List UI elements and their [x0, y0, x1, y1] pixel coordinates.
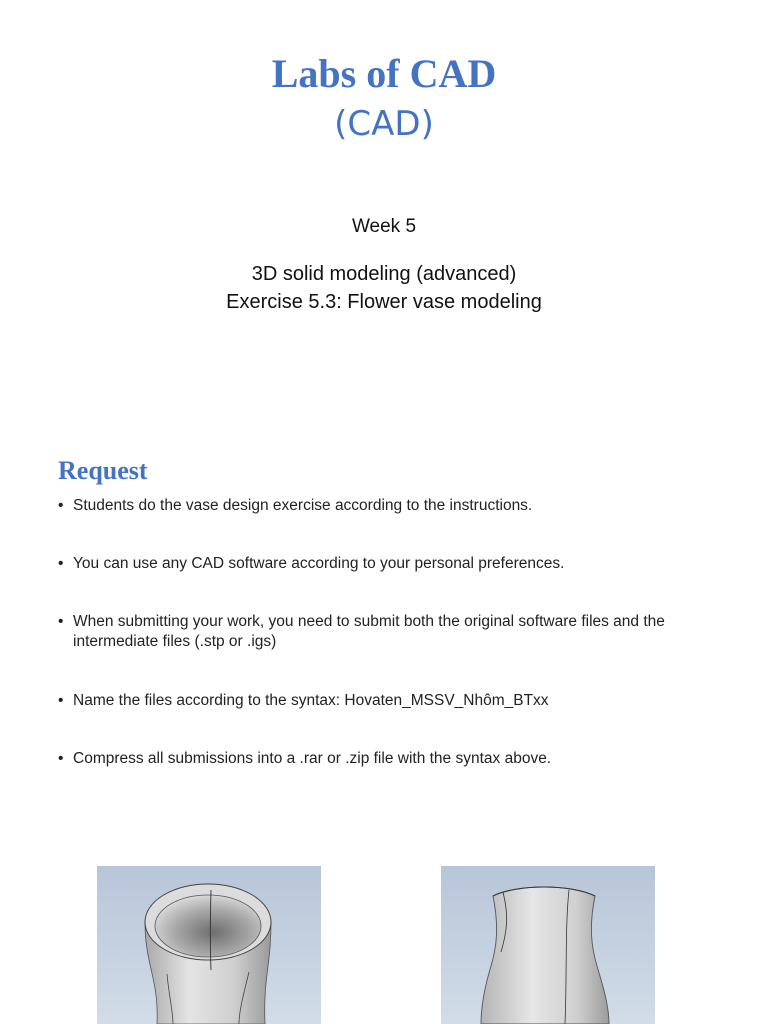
list-item-text: Students do the vase design exercise according to the instructions. — [73, 497, 533, 514]
list-item — [58, 749, 738, 769]
vase-model-image-side — [441, 866, 655, 1024]
topic-label: 3D solid modeling (advanced) — [251, 263, 517, 285]
bullet-icon: • — [58, 692, 64, 709]
list-item-text: Compress all submissions into a .rar or .zip file with the syntax above. — [73, 750, 552, 767]
request-heading: Request — [58, 456, 148, 485]
list-item — [58, 691, 738, 711]
page-title: Labs of CAD — [271, 51, 497, 96]
vase-top-view-icon — [97, 866, 321, 1024]
bullet-icon: • — [58, 497, 64, 514]
bullet-icon: • — [58, 555, 64, 572]
list-item-text: You can use any CAD software according to your personal preferences. — [73, 555, 565, 572]
vase-model-image-top — [97, 866, 321, 1024]
exercise-label: Exercise 5.3: Flower vase modeling — [226, 291, 542, 313]
vase-side-view-icon — [441, 866, 655, 1024]
bullet-icon: • — [58, 750, 64, 767]
list-item — [58, 496, 738, 516]
list-item — [58, 554, 738, 574]
list-item — [58, 612, 738, 652]
week-label: Week 5 — [351, 216, 417, 237]
page-subtitle: (CAD) — [334, 104, 434, 144]
list-item-text: When submitting your work, you need to submit both the original software files and the intermediate files (.stp or .igs) — [73, 613, 665, 650]
bullet-icon: • — [58, 613, 64, 630]
list-item-text: Name the files according to the syntax: Hovaten_MSSV_Nhôm_BTxx — [73, 692, 549, 709]
